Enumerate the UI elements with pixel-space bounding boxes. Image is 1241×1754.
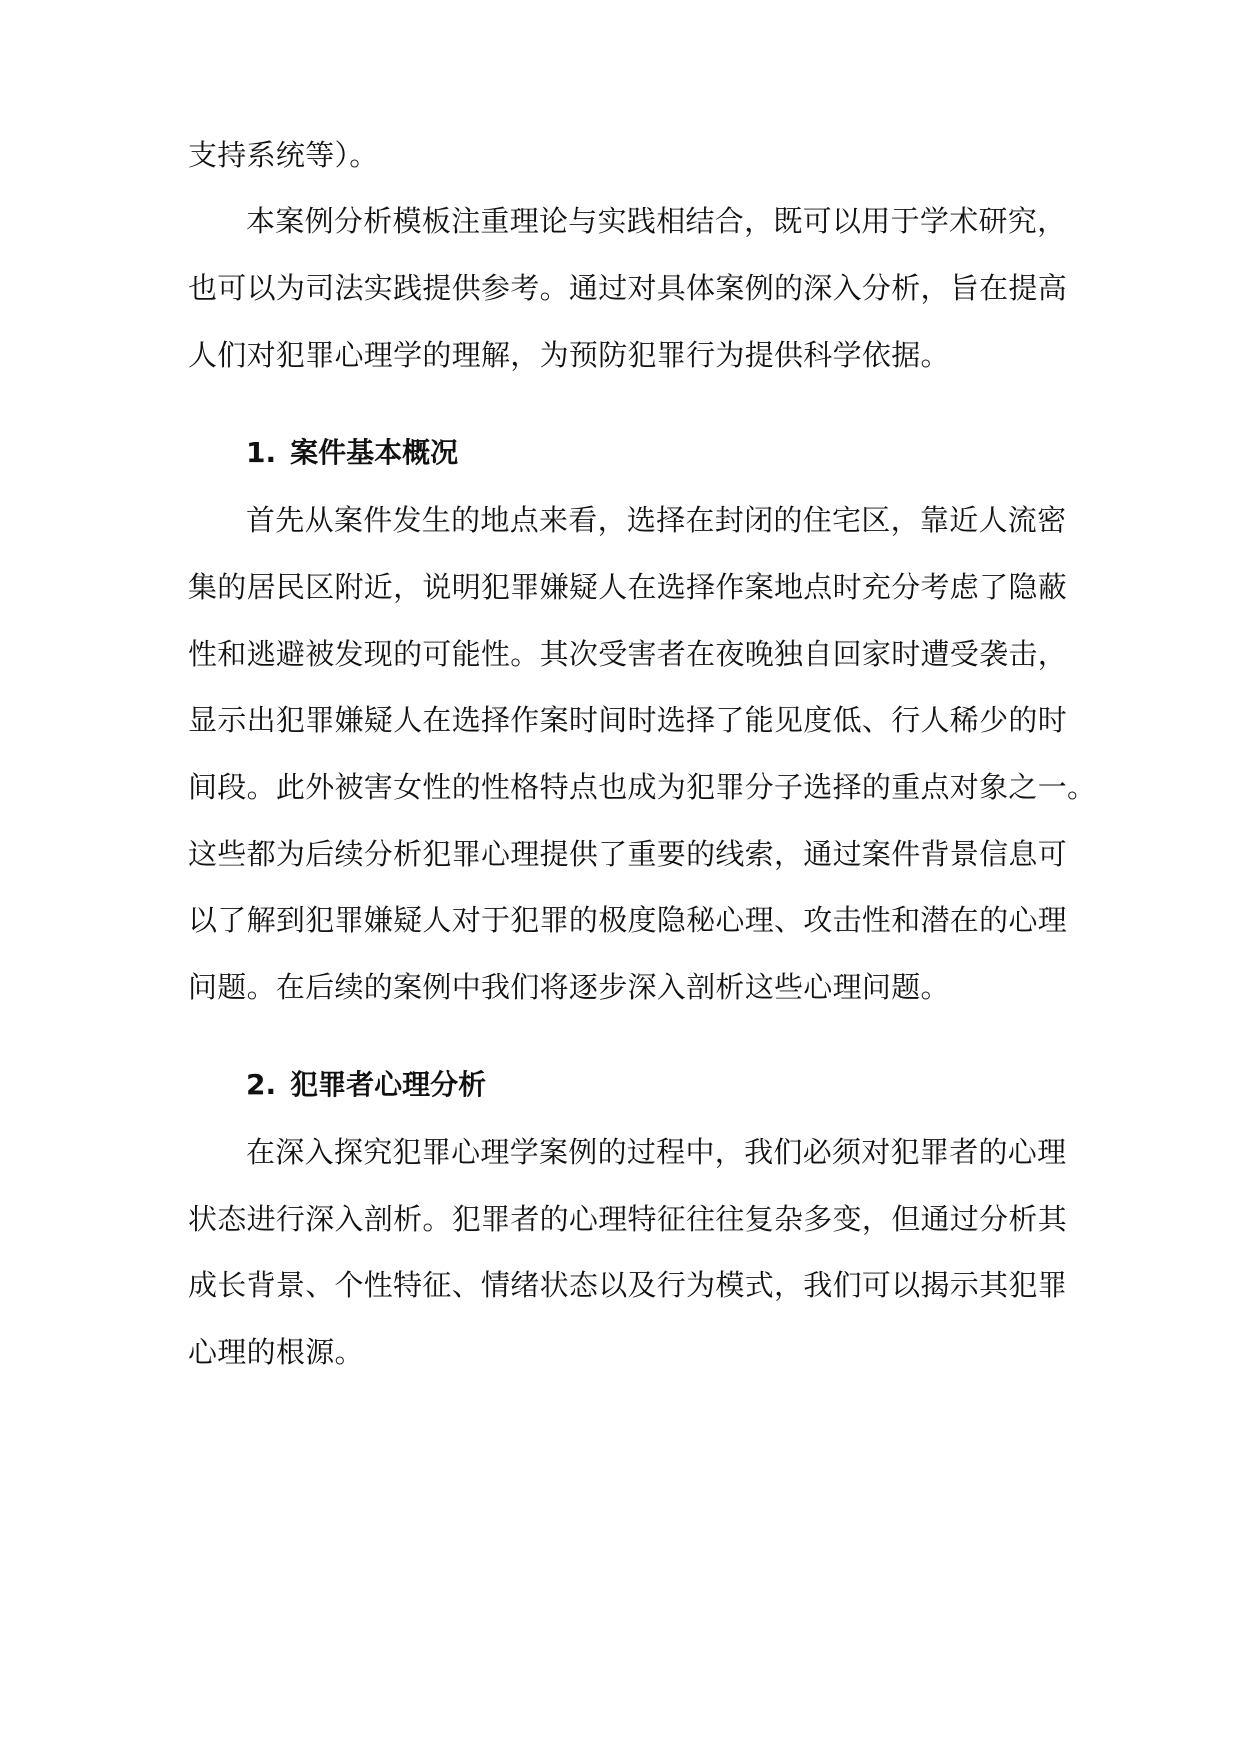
section-2-line-3: 成长背景、个性特征、情绪状态以及行为模式，我们可以揭示其犯罪 xyxy=(188,1268,1068,1302)
section-1-title: 案件基本概况 xyxy=(290,436,459,469)
section-1-line-6: 这些都为后续分析犯罪心理提供了重要的线索，通过案件背景信息可 xyxy=(188,837,1068,871)
section-2-title: 犯罪者心理分析 xyxy=(290,1068,487,1101)
intro-paragraph-1-line-1: 支持系统等）。 xyxy=(188,138,379,172)
section-1-line-1: 首先从案件发生的地点来看，选择在封闭的住宅区，靠近人流密 xyxy=(246,503,1067,537)
section-2-line-2: 状态进行深入剖析。犯罪者的心理特征往往复杂多变，但通过分析其 xyxy=(188,1202,1068,1236)
intro-paragraph-2-line-3: 人们对犯罪心理学的理解，为预防犯罪行为提供科学依据。 xyxy=(188,338,950,372)
section-2-heading xyxy=(246,1065,486,1105)
section-1-line-4: 显示出犯罪嫌疑人在选择作案时间时选择了能见度低、行人稀少的时 xyxy=(188,703,1068,737)
section-1-line-3: 性和逃避被发现的可能性。其次受害者在夜晚独自回家时遭受袭击， xyxy=(188,637,1068,671)
section-1-line-8: 问题。在后续的案例中我们将逐步深入剖析这些心理问题。 xyxy=(188,970,950,1004)
section-2-number: 2. xyxy=(246,1068,277,1101)
section-1-number: 1. xyxy=(246,436,277,469)
section-2-line-1: 在深入探究犯罪心理学案例的过程中，我们必须对犯罪者的心理 xyxy=(246,1135,1067,1169)
intro-paragraph-2-line-2: 也可以为司法实践提供参考。通过对具体案例的深入分析，旨在提高 xyxy=(188,271,1068,305)
section-1-heading xyxy=(246,433,458,473)
section-1-line-5: 间段。此外被害女性的性格特点也成为犯罪分子选择的重点对象之一。 xyxy=(188,770,1097,804)
section-1-line-7: 以了解到犯罪嫌疑人对于犯罪的极度隐秘心理、攻击性和潜在的心理 xyxy=(188,903,1068,937)
section-1-line-2: 集的居民区附近，说明犯罪嫌疑人在选择作案地点时充分考虑了隐蔽 xyxy=(188,570,1068,604)
intro-paragraph-2-line-1: 本案例分析模板注重理论与实践相结合，既可以用于学术研究， xyxy=(246,204,1067,238)
section-2-line-4: 心理的根源。 xyxy=(188,1335,364,1369)
